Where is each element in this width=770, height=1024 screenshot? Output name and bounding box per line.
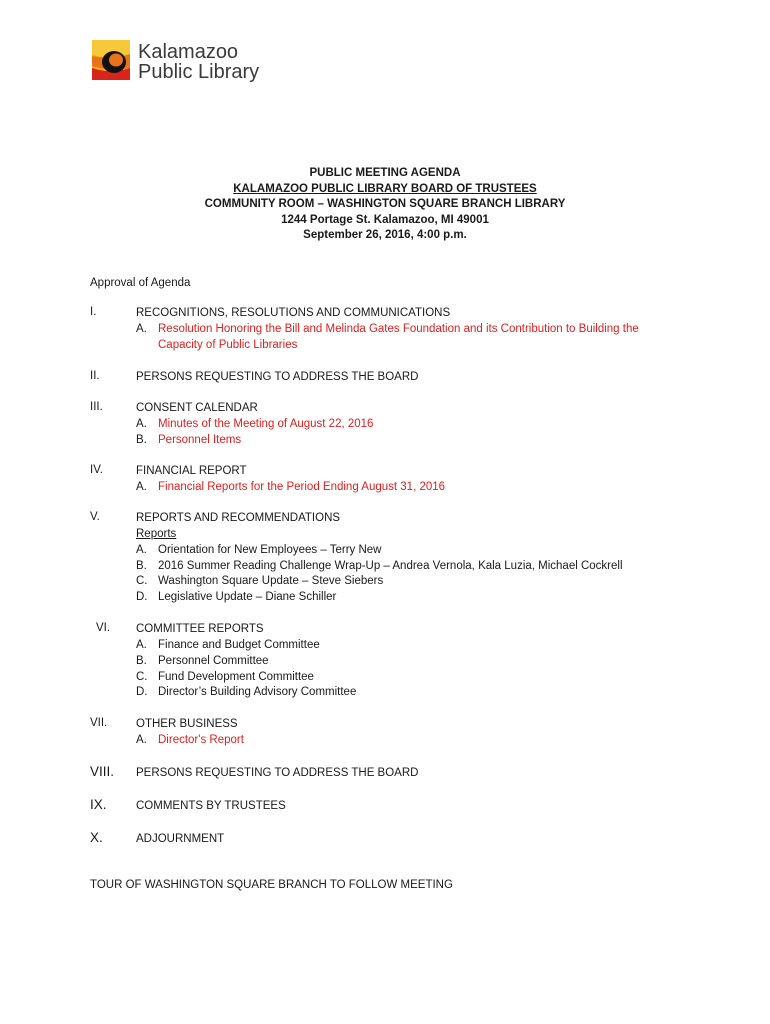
section-title: REPORTS AND RECOMMENDATIONS — [136, 512, 341, 524]
item-text: Fund Development Committee — [158, 670, 314, 683]
agenda-item — [136, 685, 356, 701]
section-items — [136, 322, 639, 354]
item-letter: A. — [136, 481, 147, 493]
section-items — [136, 733, 244, 749]
section-number: VII. — [90, 717, 108, 729]
section-number: II. — [90, 370, 100, 382]
section-items — [136, 527, 623, 606]
library-logo-text — [138, 42, 259, 82]
agenda-item — [136, 654, 356, 670]
meeting-date: September 26, 2016, 4:00 p.m. — [303, 229, 467, 241]
section-number: VI. — [96, 622, 111, 634]
item-letter: B. — [136, 559, 147, 572]
section-number: VIII. — [90, 764, 115, 779]
item-link[interactable]: Minutes of the Meeting of August 22, 2016 — [158, 418, 374, 430]
tour-note: TOUR OF WASHINGTON SQUARE BRANCH TO FOLLOW MEETING — [90, 879, 453, 891]
agenda-item[interactable] — [136, 480, 445, 496]
section-number: IV. — [90, 464, 104, 476]
section-title: RECOGNITIONS, RESOLUTIONS AND COMMUNICATIONS — [136, 307, 451, 319]
agenda-item[interactable] — [136, 733, 244, 749]
item-letter: A. — [136, 639, 147, 651]
section-number: IX. — [90, 797, 107, 812]
item-link[interactable]: Resolution Honoring the Bill and Melinda Gates Foundation and its Contribution to Building the — [158, 323, 639, 335]
section-title: FINANCIAL REPORT — [136, 465, 247, 477]
agenda-item[interactable] — [136, 433, 373, 449]
agenda-item — [136, 590, 623, 606]
agenda-item — [136, 638, 356, 654]
agenda-item — [136, 574, 623, 590]
item-letter: A. — [136, 543, 147, 556]
section-items — [136, 638, 356, 701]
item-text: Orientation for New Employees – Terry New — [158, 543, 382, 556]
board-name: KALAMAZOO PUBLIC LIBRARY BOARD OF TRUSTEES — [233, 182, 537, 195]
section-number: V. — [90, 511, 100, 523]
item-letter: A. — [136, 418, 147, 430]
section-title: COMMITTEE REPORTS — [136, 623, 264, 635]
item-letter: A. — [136, 323, 147, 335]
item-link-continued[interactable]: Capacity of Public Libraries — [158, 338, 298, 351]
section-title: ADJOURNMENT — [136, 833, 225, 845]
logo-line-2: Public Library — [138, 61, 260, 83]
item-text: Washington Square Update – Steve Siebers — [158, 575, 384, 588]
item-letter: D. — [136, 686, 148, 699]
reports-subheading: Reports — [136, 528, 177, 540]
agenda-item[interactable] — [136, 322, 639, 338]
item-link[interactable]: Personnel Items — [158, 433, 242, 446]
logo-line-1: Kalamazoo — [138, 41, 239, 63]
section-number: III. — [90, 401, 103, 413]
item-letter: A. — [136, 734, 147, 746]
item-link[interactable]: Director's Report — [158, 734, 244, 746]
item-text: Director’s Building Advisory Committee — [158, 686, 357, 699]
section-number: X. — [90, 830, 103, 845]
item-text: 2016 Summer Reading Challenge Wrap-Up – Andrea Vernola, Kala Luzia, Michael Cockrell — [158, 559, 623, 572]
item-text: Personnel Committee — [158, 654, 269, 667]
section-items — [136, 480, 445, 496]
item-letter: B. — [136, 654, 147, 667]
approval-of-agenda: Approval of Agenda — [90, 277, 191, 289]
item-letter: D. — [136, 591, 148, 604]
item-link[interactable]: Financial Reports for the Period Ending August 31, 2016 — [158, 481, 446, 493]
section-number: I. — [90, 306, 97, 318]
item-text: Legislative Update – Diane Schiller — [158, 591, 337, 604]
agenda-item — [136, 670, 356, 686]
section-title: PERSONS REQUESTING TO ADDRESS THE BOARD — [136, 371, 419, 383]
section-title: OTHER BUSINESS — [136, 718, 238, 730]
agenda-title: PUBLIC MEETING AGENDA — [309, 167, 461, 179]
section-title: COMMENTS BY TRUSTEES — [136, 800, 286, 812]
section-items — [136, 417, 373, 449]
item-text: Finance and Budget Committee — [158, 639, 320, 651]
section-title: CONSENT CALENDAR — [136, 402, 258, 414]
section-title: PERSONS REQUESTING TO ADDRESS THE BOARD — [136, 767, 419, 779]
library-logo-icon — [90, 38, 132, 82]
meeting-location: COMMUNITY ROOM – WASHINGTON SQUARE BRANCH LIBRARY — [204, 198, 566, 210]
agenda-header — [0, 166, 770, 244]
meeting-address: 1244 Portage St. Kalamazoo, MI 49001 — [281, 213, 489, 226]
item-letter: B. — [136, 433, 147, 446]
item-letter: C. — [136, 670, 148, 683]
agenda-item — [136, 543, 623, 559]
agenda-item[interactable] — [136, 417, 373, 433]
item-letter: C. — [136, 575, 148, 588]
agenda-item — [136, 559, 623, 575]
